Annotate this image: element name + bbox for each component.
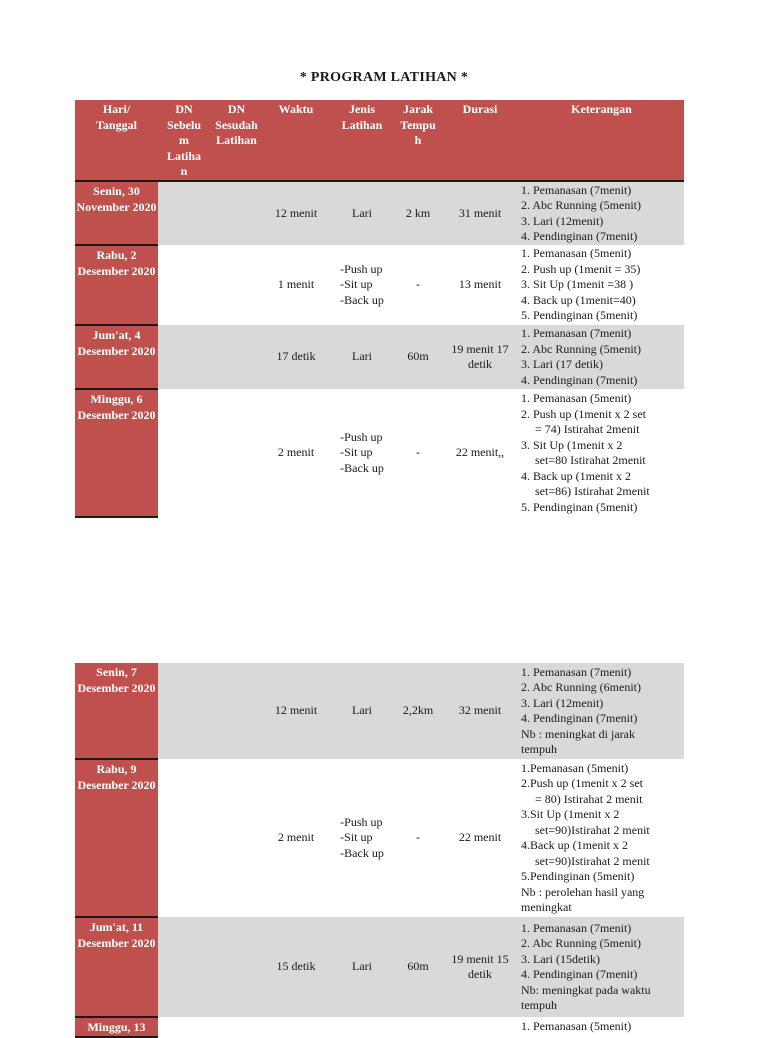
dn-sebelum-cell [158, 663, 210, 759]
keterangan-line: Nb : meningkat di jarak [521, 726, 635, 741]
jarak-cell: 60m [395, 325, 441, 389]
keterangan-line: 1. Pemanasan (7menit) [521, 664, 632, 679]
jarak-cell: - [416, 277, 420, 292]
durasi-cell: 13 menit [458, 277, 502, 292]
table-header-row [75, 100, 684, 181]
keterangan-line: 2. Abc Running (5menit) [521, 341, 641, 356]
header-dn-sesudah: DN Sesudah Latihan [210, 100, 263, 181]
keterangan-line: tempuh [521, 742, 557, 756]
keterangan-line: Nb : perolehan hasil yang [521, 884, 645, 899]
header-hari-tanggal: Hari/ Tanggal [75, 100, 158, 181]
durasi-cell: 19 menit 15 detik [441, 917, 519, 1017]
jenis-latihan-cell [329, 181, 395, 245]
jenis-latihan-cell [329, 389, 395, 517]
durasi-cell: 32 menit [441, 663, 519, 759]
keterangan-line: 1. Pemanasan (5menit) [521, 391, 632, 405]
keterangan-line: 2.Push up (1menit x 2 set [521, 776, 643, 790]
jarak-cell: 2,2km [395, 663, 441, 759]
jenis-latihan-text: -Push up -Sit up -Back up [340, 261, 384, 307]
keterangan-line: 1. Pemanasan (5menit) [521, 246, 632, 261]
dn-sebelum-cell [158, 1017, 210, 1037]
jenis-latihan-cell [329, 917, 395, 1017]
keterangan-line: = 80) Istirahat 2 menit [535, 791, 643, 806]
keterangan-line: Nb: meningkat pada waktu [521, 982, 651, 997]
day-cell: Senin, 7 Desember 2020 [75, 663, 158, 759]
table-row [75, 759, 684, 917]
jarak-cell [395, 1017, 441, 1037]
keterangan-line: 3. Sit Up (1menit =38 ) [521, 277, 634, 292]
keterangan-line: 1. Pemanasan (7menit) [521, 182, 632, 197]
dn-sesudah-cell [210, 245, 263, 325]
day-cell: Senin, 30 November 2020 [75, 181, 158, 245]
keterangan-line: meningkat [521, 900, 572, 914]
keterangan-line: 5. Pendinginan (5menit) [521, 308, 638, 323]
waktu-cell: 12 menit [263, 181, 329, 245]
durasi-cell [441, 1017, 519, 1037]
keterangan-line: set=86) Istirahat 2menit [535, 484, 650, 498]
header-jarak-tempuh: Jarak Tempu h [395, 100, 441, 181]
keterangan-line: 4. Back up (1menit=40) [521, 292, 636, 307]
training-table-2 [75, 663, 684, 1038]
keterangan-cell [519, 917, 684, 1017]
jarak-cell: - [416, 445, 420, 460]
durasi-cell: 22 menit,, [455, 445, 505, 460]
dn-sebelum-cell [158, 917, 210, 1017]
keterangan-line: 1. Pemanasan (7menit) [521, 920, 632, 935]
keterangan-line: 2. Abc Running (5menit) [521, 936, 641, 950]
keterangan-line: 2. Abc Running (6menit) [521, 680, 641, 694]
header-dn-sebelum: DN Sebelu m Latiha n [158, 100, 210, 181]
keterangan-line: = 74) Istirahat 2menit [535, 422, 640, 436]
dn-sesudah-cell [210, 181, 263, 245]
dn-sesudah-cell [210, 1017, 263, 1037]
jenis-latihan-text: -Push up -Sit up -Back up [340, 429, 384, 475]
keterangan-line: 1.Pemanasan (5menit) [521, 760, 629, 775]
keterangan-cell [519, 759, 684, 917]
header-jenis-latihan: Jenis Latihan [329, 100, 395, 181]
keterangan-line: 5. Pendinginan (5menit) [521, 499, 638, 514]
keterangan-cell [519, 389, 684, 517]
table-row [75, 245, 684, 325]
keterangan-line: 4. Pendinginan (7menit) [521, 372, 638, 387]
jarak-cell: 60m [395, 917, 441, 1017]
page-title: * PROGRAM LATIHAN * [299, 70, 469, 85]
jenis-latihan-cell [329, 759, 395, 917]
keterangan-cell [519, 181, 684, 245]
table-row [75, 325, 684, 389]
keterangan-line: 1. Pemanasan (5menit) [521, 1019, 632, 1034]
keterangan-line: 3.Sit Up (1menit x 2 [521, 807, 620, 821]
dn-sebelum-cell [158, 245, 210, 325]
durasi-cell: 22 menit [458, 830, 502, 845]
keterangan-cell [519, 663, 684, 759]
jenis-latihan-text: Lari [352, 959, 372, 974]
keterangan-line: 4. Back up (1menit x 2 [521, 468, 631, 483]
waktu-cell: 1 menit [277, 277, 315, 292]
dn-sesudah-cell [210, 325, 263, 389]
keterangan-line: 3. Sit Up (1menit x 2 [521, 437, 623, 452]
keterangan-line: 2. Push up (1menit = 35) [521, 261, 641, 276]
day-cell: Jum'at, 4 Desember 2020 [75, 325, 158, 389]
dn-sesudah-cell [210, 663, 263, 759]
keterangan-line: 3. Lari (15detik) [521, 951, 600, 966]
jenis-latihan-cell [329, 1017, 395, 1037]
keterangan-cell [519, 245, 684, 325]
table-row [75, 181, 684, 245]
keterangan-line: set=90)Istirahat 2 menit [535, 822, 650, 837]
keterangan-line: 4. Pendinginan (7menit) [521, 711, 638, 725]
training-table-1 [75, 100, 684, 518]
keterangan-line: set=90)Istirahat 2 menit [535, 853, 650, 868]
table-row [75, 1017, 684, 1037]
dn-sebelum-cell [158, 325, 210, 389]
keterangan-line: 4. Pendinginan (7menit) [521, 967, 638, 981]
keterangan-line: 4.Back up (1menit x 2 [521, 838, 628, 852]
jenis-latihan-cell [329, 663, 395, 759]
jarak-cell: - [416, 830, 420, 845]
waktu-cell: 2 menit [277, 445, 315, 460]
keterangan-line: set=80 Istirahat 2menit [535, 453, 646, 467]
jenis-latihan-text: Lari [352, 205, 372, 220]
header-waktu: Waktu [263, 100, 329, 181]
keterangan-line: 5.Pendinginan (5menit) [521, 869, 635, 883]
jarak-cell: 2 km [395, 181, 441, 245]
dn-sesudah-cell [210, 917, 263, 1017]
table-row [75, 389, 684, 517]
table-row [75, 663, 684, 759]
jenis-latihan-text: Lari [352, 349, 372, 364]
dn-sebelum-cell [158, 181, 210, 245]
day-cell: Minggu, 13 [75, 1017, 158, 1037]
table-row [75, 917, 684, 1017]
day-cell: Rabu, 2 Desember 2020 [75, 245, 158, 325]
header-durasi: Durasi [441, 100, 519, 181]
durasi-cell: 19 menit 17 detik [441, 325, 519, 389]
dn-sebelum-cell [158, 389, 210, 517]
keterangan-line: 2. Abc Running (5menit) [521, 198, 641, 212]
keterangan-line: 3. Lari (12menit) [521, 213, 604, 228]
dn-sesudah-cell [210, 759, 263, 917]
jenis-latihan-text: -Push up -Sit up -Back up [340, 814, 384, 860]
keterangan-line: tempuh [521, 998, 557, 1012]
waktu-cell: 2 menit [277, 830, 315, 845]
day-cell: Minggu, 6 Desember 2020 [75, 389, 158, 517]
waktu-cell: 17 detik [263, 325, 329, 389]
keterangan-line: 3. Lari (17 detik) [521, 357, 603, 371]
keterangan-line: 3. Lari (12menit) [521, 695, 604, 710]
dn-sesudah-cell [210, 389, 263, 517]
waktu-cell: 15 detik [263, 917, 329, 1017]
jenis-latihan-cell [329, 325, 395, 389]
day-cell: Rabu, 9 Desember 2020 [75, 759, 158, 917]
waktu-cell [263, 1017, 329, 1037]
keterangan-line: 4. Pendinginan (7menit) [521, 229, 638, 243]
keterangan-line: 2. Push up (1menit x 2 set [521, 406, 646, 421]
header-keterangan: Keterangan [519, 100, 684, 181]
waktu-cell: 12 menit [263, 663, 329, 759]
day-cell: Jum'at, 11 Desember 2020 [75, 917, 158, 1017]
keterangan-line: 1. Pemanasan (7menit) [521, 326, 632, 340]
jenis-latihan-cell [329, 245, 395, 325]
durasi-cell: 31 menit [441, 181, 519, 245]
keterangan-cell [519, 325, 684, 389]
jenis-latihan-text: Lari [352, 703, 372, 718]
dn-sebelum-cell [158, 759, 210, 917]
keterangan-cell [519, 1017, 684, 1037]
